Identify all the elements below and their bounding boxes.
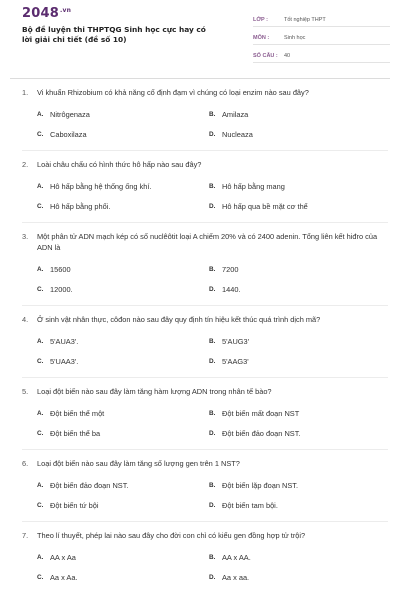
option-d[interactable] — [209, 567, 381, 587]
option-letter: A. — [37, 337, 44, 345]
option-letter: C. — [37, 429, 44, 437]
option-text: AA x Aa — [50, 552, 76, 562]
logo-text: 2048 — [22, 6, 59, 21]
option-letter: D. — [209, 202, 216, 210]
question-stem — [22, 530, 388, 541]
option-a[interactable] — [37, 259, 209, 279]
option-d[interactable] — [209, 124, 381, 144]
option-letter: B. — [209, 182, 216, 190]
option-letter: D. — [209, 285, 216, 293]
option-letter: B. — [209, 553, 216, 561]
option-letter: C. — [37, 202, 44, 210]
question-2 — [22, 150, 388, 222]
option-letter: C. — [37, 357, 44, 365]
option-d[interactable] — [209, 423, 381, 443]
option-letter: D. — [209, 501, 216, 509]
option-letter: A. — [37, 553, 44, 561]
option-text: Hô hấp bằng phổi. — [50, 201, 111, 211]
option-b[interactable] — [209, 259, 381, 279]
option-b[interactable] — [209, 331, 381, 351]
document-title: Bộ đề luyện thi THPTQG Sinh học cực hay có lời giải chi tiết (đề số 10) — [22, 25, 206, 44]
question-number: 6. — [22, 459, 29, 468]
question-number: 3. — [22, 232, 29, 241]
option-c[interactable] — [37, 351, 209, 371]
option-text: Đột biến thể ba — [50, 428, 101, 438]
option-a[interactable] — [37, 547, 209, 567]
option-text: 12000. — [50, 284, 73, 294]
option-text: 15600 — [50, 264, 71, 274]
answer-options — [22, 176, 388, 216]
option-c[interactable] — [37, 423, 209, 443]
option-text: Hô hấp bằng hệ thống ống khí. — [50, 181, 152, 191]
question-1 — [22, 79, 388, 150]
question-stem — [22, 386, 388, 397]
meta-grade — [253, 13, 390, 27]
option-letter: B. — [209, 265, 216, 273]
question-number: 1. — [22, 88, 29, 97]
option-text: 5'AUA3'. — [50, 336, 79, 346]
question-stem — [22, 231, 388, 253]
question-4 — [22, 305, 388, 377]
option-text: 1440. — [222, 284, 241, 294]
option-text: Nitrôgenaza — [50, 109, 90, 119]
option-a[interactable] — [37, 331, 209, 351]
question-text: Một phân tử ADN mạch kép có số nuclêôtit loại A chiếm 20% và có 2400 adenin. Tổng liên kết hiđro của ADN là — [37, 232, 378, 252]
option-text: 5'AAG3' — [222, 356, 249, 366]
option-letter: B. — [209, 409, 216, 417]
question-number: 5. — [22, 387, 29, 396]
option-letter: A. — [37, 110, 44, 118]
answer-options — [22, 259, 388, 299]
option-text: 5'AUG3' — [222, 336, 250, 346]
option-text: Đột biến tứ bội — [50, 500, 99, 510]
option-a[interactable] — [37, 176, 209, 196]
option-c[interactable] — [37, 495, 209, 515]
question-list — [0, 79, 400, 587]
question-text: Theo lí thuyết, phép lai nào sau đây cho đời con chỉ có kiểu gen đồng hợp tử trội? — [37, 531, 306, 540]
option-b[interactable] — [209, 403, 381, 423]
option-text: Aa x aa. — [222, 572, 250, 582]
option-text: Đột biến mất đoạn NST — [222, 408, 300, 418]
option-d[interactable] — [209, 196, 381, 216]
question-text: Loại đột biến nào sau đây làm tăng hàm lượng ADN trong nhân tế bào? — [37, 387, 272, 396]
option-d[interactable] — [209, 351, 381, 371]
option-c[interactable] — [37, 124, 209, 144]
meta-subject-value: Sinh học — [284, 34, 306, 41]
question-6 — [22, 449, 388, 521]
option-c[interactable] — [37, 567, 209, 587]
logo-suffix: .vn — [59, 6, 72, 14]
question-number: 4. — [22, 315, 29, 324]
option-text: Caboxilaza — [50, 129, 87, 139]
option-text: Amilaza — [222, 109, 249, 119]
option-letter: C. — [37, 285, 44, 293]
option-letter: C. — [37, 573, 44, 581]
answer-options — [22, 403, 388, 443]
question-text: Loại đột biến nào sau đây làm tăng số lượng gen trên 1 NST? — [37, 459, 240, 468]
option-text: Đột biến tam bội. — [222, 500, 278, 510]
question-7 — [22, 521, 388, 587]
option-text: Đột biến lặp đoạn NST. — [222, 480, 299, 490]
meta-count — [253, 49, 390, 63]
option-letter: D. — [209, 429, 216, 437]
option-a[interactable] — [37, 475, 209, 495]
option-b[interactable] — [209, 475, 381, 495]
question-stem — [22, 458, 388, 469]
option-letter: C. — [37, 501, 44, 509]
document-meta — [253, 13, 390, 67]
option-text: AA x AA. — [222, 552, 251, 562]
option-letter: C. — [37, 130, 44, 138]
option-d[interactable] — [209, 495, 381, 515]
question-stem — [22, 87, 388, 98]
answer-options — [22, 475, 388, 515]
option-letter: D. — [209, 357, 216, 365]
question-text: Loài châu chấu có hình thức hô hấp nào sau đây? — [37, 160, 202, 169]
option-a[interactable] — [37, 403, 209, 423]
option-letter: A. — [37, 265, 44, 273]
meta-count-value: 40 — [284, 52, 291, 59]
question-5 — [22, 377, 388, 449]
page-header — [0, 0, 400, 66]
meta-subject — [253, 31, 390, 45]
option-letter: D. — [209, 573, 216, 581]
question-text: Vi khuẩn Rhizobium có khả năng cố định đạm vì chúng có loại enzim nào sau đây? — [37, 88, 309, 97]
option-c[interactable] — [37, 279, 209, 299]
option-letter: A. — [37, 481, 44, 489]
question-stem — [22, 159, 388, 170]
option-text: Đột biến đảo đoạn NST. — [50, 480, 129, 490]
meta-subject-label: MÔN : — [253, 34, 270, 41]
question-3 — [22, 222, 388, 305]
option-letter: A. — [37, 182, 44, 190]
option-text: Hô hấp qua bề mặt cơ thể — [222, 201, 308, 211]
question-stem — [22, 314, 388, 325]
option-b[interactable] — [209, 104, 381, 124]
option-c[interactable] — [37, 196, 209, 216]
option-letter: B. — [209, 110, 216, 118]
question-number: 2. — [22, 160, 29, 169]
meta-count-label: SỐ CÂU : — [253, 52, 278, 59]
question-text: Ở sinh vật nhân thực, côđon nào sau đây quy định tín hiệu kết thúc quá trình dịch mã? — [37, 315, 321, 324]
option-d[interactable] — [209, 279, 381, 299]
option-text: Hô hấp bằng mang — [222, 181, 285, 191]
option-a[interactable] — [37, 104, 209, 124]
meta-grade-value: Tốt nghiệp THPT — [284, 16, 326, 23]
option-text: 7200 — [222, 264, 239, 274]
answer-options — [22, 331, 388, 371]
option-text: Đột biến thể một — [50, 408, 105, 418]
option-letter: B. — [209, 481, 216, 489]
option-text: Đột biến đảo đoạn NST. — [222, 428, 301, 438]
option-b[interactable] — [209, 176, 381, 196]
option-text: 5'UAA3'. — [50, 356, 79, 366]
question-number: 7. — [22, 531, 29, 540]
option-b[interactable] — [209, 547, 381, 567]
option-text: Nucleaza — [222, 129, 253, 139]
option-letter: A. — [37, 409, 44, 417]
answer-options — [22, 547, 388, 587]
answer-options — [22, 104, 388, 144]
option-letter: B. — [209, 337, 216, 345]
meta-grade-label: LỚP : — [253, 16, 268, 23]
option-letter: D. — [209, 130, 216, 138]
option-text: Aa x Aa. — [50, 572, 78, 582]
